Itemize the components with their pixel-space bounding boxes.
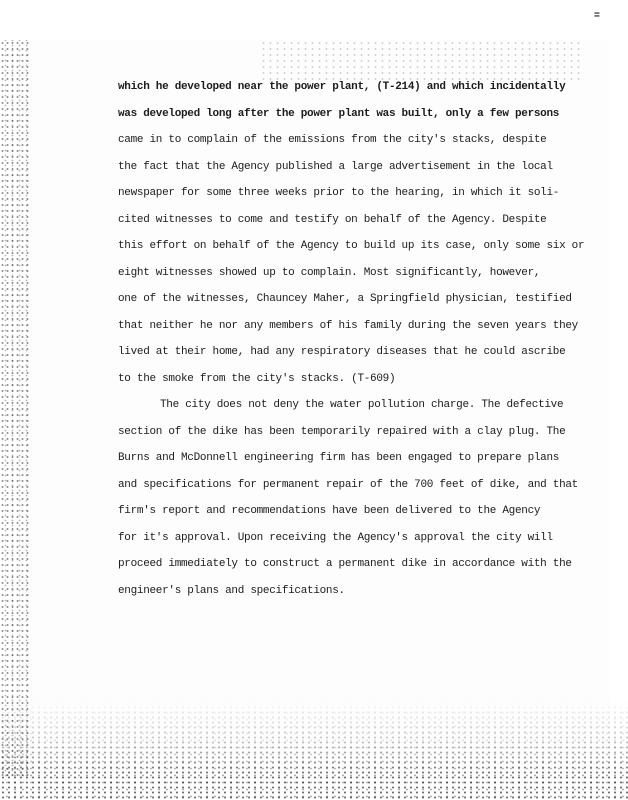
- text-line: cited witnesses to come and testify on behalf of the Agency. Despite: [118, 213, 547, 226]
- text-line: section of the dike has been temporarily repaired with a clay plug. The: [118, 425, 566, 438]
- text-line: came in to complain of the emissions from the city's stacks, despite: [118, 134, 547, 146]
- text-line: one of the witnesses, Chauncey Maher, a Springfield physician, testified: [118, 293, 572, 305]
- text-line: and specifications for permanent repair of the 700 feet of dike, and that: [118, 478, 578, 491]
- document-body: [118, 74, 585, 604]
- text-line: proceed immediately to construct a permanent dike in accordance with the: [118, 558, 572, 570]
- scan-noise-left: [0, 40, 30, 780]
- text-line: lived at their home, had any respiratory diseases that he could ascribe: [118, 346, 566, 358]
- text-line: that neither he nor any members of his family during the seven years they: [118, 319, 578, 332]
- text-line: The city does not deny the water pollution charge. The defective: [160, 399, 564, 411]
- text-line: firm's report and recommendations have been delivered to the Agency: [118, 505, 541, 517]
- text-line: eight witnesses showed up to complain. Most significantly, however,: [118, 266, 541, 279]
- text-line: the fact that the Agency published a large advertisement in the local: [118, 160, 553, 173]
- text-line: was developed long after the power plant was built, only a few persons: [118, 107, 560, 120]
- text-line: for it's approval. Upon receiving the Agency's approval the city will: [118, 531, 553, 544]
- paragraph-2: [118, 392, 578, 604]
- text-line: newspaper for some three weeks prior to the hearing, in which it soli-: [118, 187, 560, 199]
- scan-noise-bottom: [0, 700, 628, 800]
- paragraph-1: [118, 74, 585, 392]
- text-line: engineer's plans and specifications.: [118, 584, 345, 597]
- text-line: which he developed near the power plant, (T-214) and which incidentally: [118, 81, 566, 93]
- text-line: Burns and McDonnell engineering firm has been engaged to prepare plans: [118, 452, 560, 464]
- text-line: to the smoke from the city's stacks. (T-609): [118, 372, 396, 385]
- page-corner-mark: =: [594, 10, 600, 21]
- text-line: this effort on behalf of the Agency to build up its case, only some six or: [118, 240, 585, 252]
